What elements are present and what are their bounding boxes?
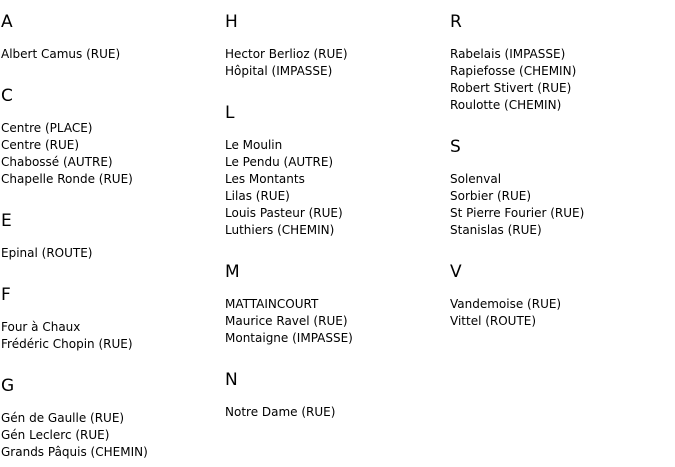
letter-heading: L [225,103,235,123]
street-link[interactable]: Four à Chaux [1,320,81,334]
street-link[interactable]: Les Montants [225,172,305,186]
street-list [225,404,335,421]
street-list [225,137,343,239]
street-link[interactable]: Lilas (RUE) [225,189,290,203]
street-link[interactable]: Frédéric Chopin (RUE) [1,337,133,351]
street-link[interactable]: Vittel (ROUTE) [450,314,537,328]
letter-heading: S [450,137,461,157]
letter-heading: N [225,370,238,390]
street-link[interactable]: Centre (PLACE) [1,121,93,135]
street-list [225,46,348,80]
street-list [1,46,120,63]
street-list [1,120,133,188]
street-link[interactable]: Centre (RUE) [1,138,80,152]
letter-heading: E [1,211,12,231]
street-link[interactable]: Chapelle Ronde (RUE) [1,172,133,186]
street-link[interactable]: Chabossé (AUTRE) [1,155,113,169]
street-link[interactable]: Le Pendu (AUTRE) [225,155,334,169]
letter-heading: H [225,12,238,32]
street-link[interactable]: Robert Stivert (RUE) [450,81,572,95]
street-link[interactable]: Luthiers (CHEMIN) [225,223,335,237]
street-link[interactable]: Solenval [450,172,502,186]
street-link[interactable]: Vandemoise (RUE) [450,297,562,311]
street-list [1,319,133,353]
street-link[interactable]: Louis Pasteur (RUE) [225,206,343,220]
street-link[interactable]: St Pierre Fourier (RUE) [450,206,585,220]
street-link[interactable]: Grands Pâquis (CHEMIN) [1,445,148,459]
letter-heading: A [1,12,13,32]
street-list [450,46,576,114]
street-link[interactable]: Hôpital (IMPASSE) [225,64,333,78]
street-link[interactable]: Notre Dame (RUE) [225,405,336,419]
letter-heading: M [225,262,240,282]
street-link[interactable]: Rabelais (IMPASSE) [450,47,566,61]
street-link[interactable]: Rapiefosse (CHEMIN) [450,64,577,78]
street-link[interactable]: Stanislas (RUE) [450,223,542,237]
street-link[interactable]: MATTAINCOURT [225,297,319,311]
street-list [450,296,561,330]
street-link[interactable]: Albert Camus (RUE) [1,47,121,61]
letter-heading: F [1,285,11,305]
letter-heading: V [450,262,462,282]
street-link[interactable]: Sorbier (RUE) [450,189,532,203]
street-list [1,410,148,461]
street-list [225,296,353,347]
letter-heading: R [450,12,462,32]
letter-heading: G [1,376,15,396]
street-link[interactable]: Maurice Ravel (RUE) [225,314,348,328]
street-link[interactable]: Hector Berlioz (RUE) [225,47,348,61]
street-link[interactable]: Epinal (ROUTE) [1,246,93,260]
street-link[interactable]: Montaigne (IMPASSE) [225,331,353,345]
letter-heading: C [1,86,13,106]
street-list [450,171,584,239]
street-list [1,245,92,262]
street-link[interactable]: Roulotte (CHEMIN) [450,98,562,112]
street-link[interactable]: Gén Leclerc (RUE) [1,428,110,442]
street-link[interactable]: Gén de Gaulle (RUE) [1,411,125,425]
street-link[interactable]: Le Moulin [225,138,283,152]
